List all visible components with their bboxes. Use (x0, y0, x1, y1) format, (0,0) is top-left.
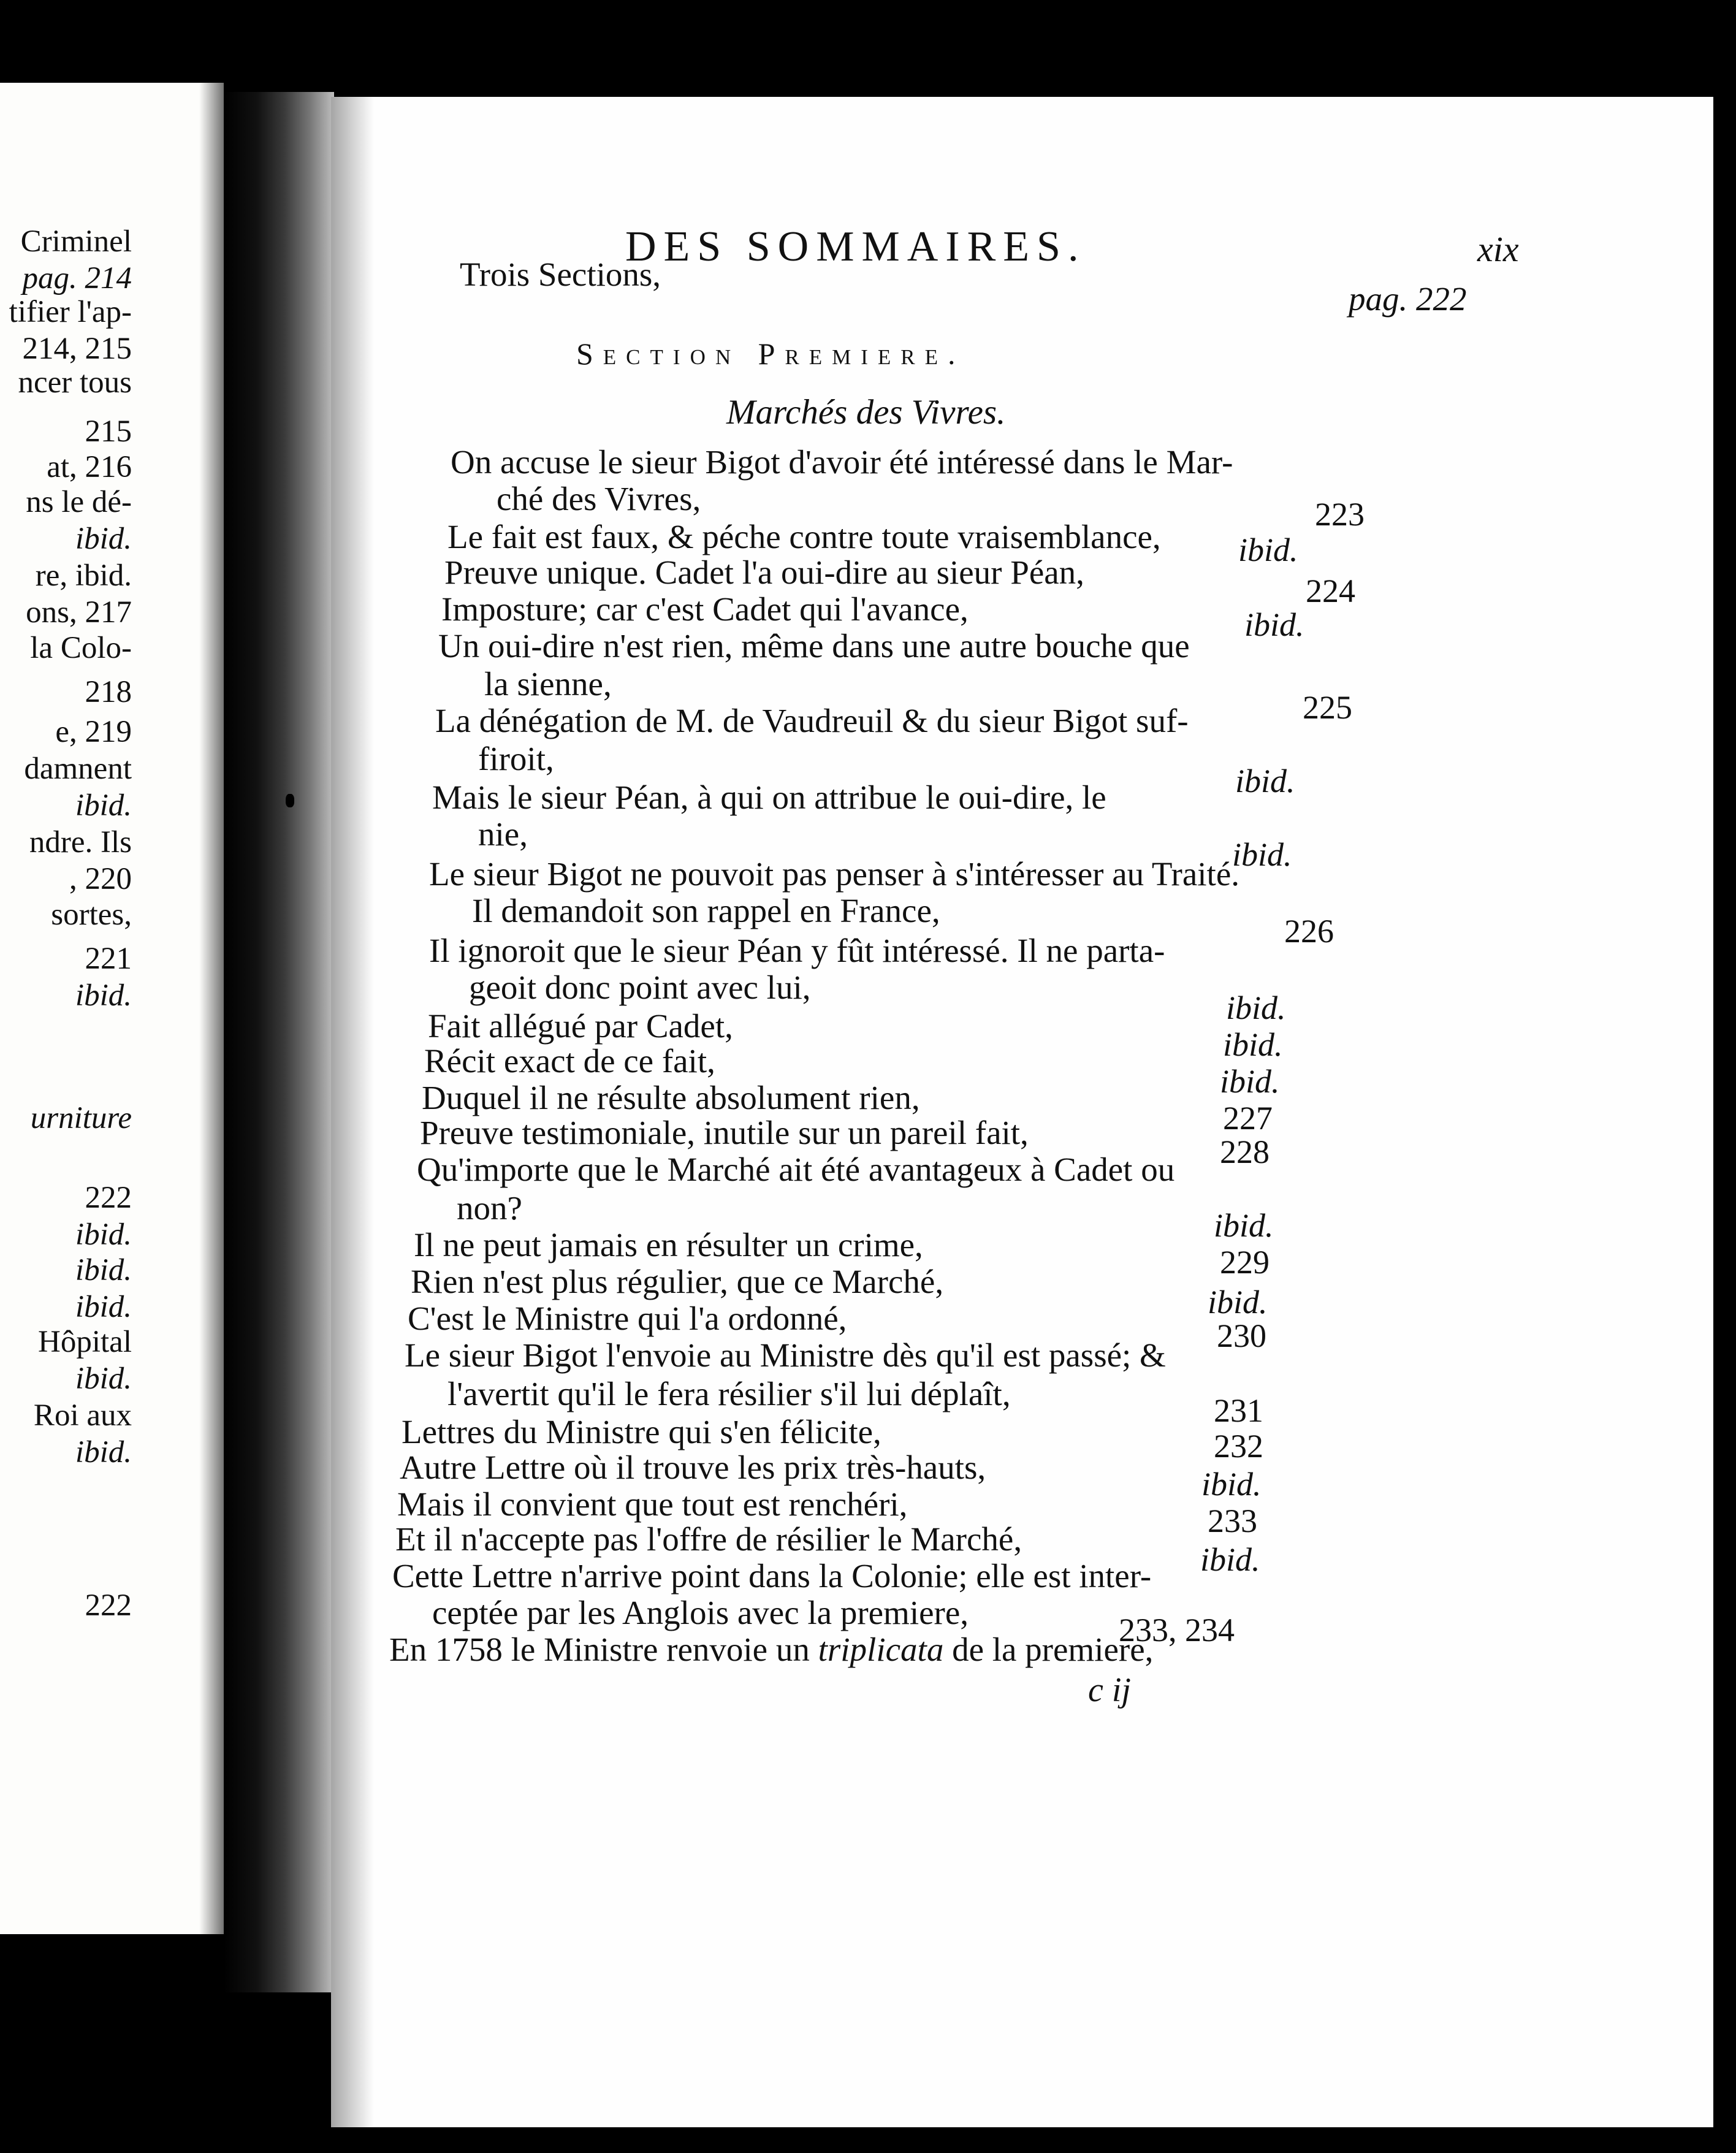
left-line: 221 (85, 942, 132, 976)
left-line: Criminel (20, 224, 132, 259)
entry-line: Le sieur Bigot l'envoie au Ministre dès qu'il est passé; & (405, 1336, 1166, 1374)
page-ref: ibid. (1223, 1026, 1283, 1063)
page-ref: ibid. (1201, 1466, 1262, 1503)
left-line: ibid. (75, 978, 132, 1013)
entry-line: La dénégation de M. de Vaudreuil & du sieur Bigot suf- (435, 702, 1189, 739)
left-line: , 220 (69, 862, 132, 896)
entry-line: Preuve unique. Cadet l'a oui-dire au sieur Péan, (444, 554, 1084, 591)
entry-line: Autre Lettre où il trouve les prix très-hauts, (400, 1449, 986, 1486)
page-ref: ibid. (1235, 763, 1295, 799)
entry-line: Il demandoit son rappel en France, (472, 892, 940, 929)
page-ref: 233 (1208, 1503, 1257, 1539)
left-line: ibid. (75, 1253, 132, 1287)
page-ref: 233, 234 (1119, 1612, 1235, 1648)
entry-line: ché des Vivres, (497, 480, 701, 517)
entry-line: Le fait est faux, & péche contre toute vraisemblance, (447, 518, 1161, 555)
page-ref: 224 (1306, 573, 1355, 609)
page-ref: 230 (1217, 1317, 1266, 1354)
entry-line: ceptée par les Anglois avec la premiere, (432, 1594, 969, 1631)
entry-line: Mais le sieur Péan, à qui on attribue le oui-dire, le (432, 779, 1106, 816)
page-ref: 229 (1220, 1244, 1270, 1281)
sub-heading: Marchés des Vivres. (726, 393, 1006, 432)
entry-line: l'avertit qu'il le fera résilier s'il lui déplaît, (447, 1375, 1011, 1412)
entry-text: En 1758 le Ministre renvoie un (389, 1631, 810, 1668)
intro-page-ref: pag. 222 (1349, 280, 1467, 318)
page-ref: 228 (1220, 1134, 1270, 1170)
page-ref: ibid. (1200, 1541, 1260, 1578)
left-line: sortes, (51, 897, 132, 932)
folio-number: xix (1477, 229, 1519, 269)
entry-line: C'est le Ministre qui l'a ordonné, (408, 1300, 847, 1337)
left-line: at, 216 (47, 450, 132, 484)
entry-line: Et il n'accepte pas l'offre de résilier le Marché, (395, 1520, 1022, 1558)
left-line: ndre. Ils (29, 825, 132, 859)
section-heading: Section Premiere. (576, 337, 965, 371)
entry-line: Mais il convient que tout est renchéri, (397, 1485, 908, 1523)
left-line: Hôpital (38, 1325, 132, 1359)
left-line: ibid. (75, 522, 132, 556)
left-line: urniture (30, 1101, 132, 1135)
left-line: la Colo- (30, 631, 132, 665)
left-line: ncer tous (18, 365, 132, 400)
left-line: ons, 217 (26, 595, 132, 630)
left-page-fragment (0, 83, 224, 1934)
page-ref: 232 (1214, 1428, 1263, 1465)
page-ref: 227 (1223, 1100, 1273, 1137)
left-line: ibid. (75, 1290, 132, 1324)
entry-line: Il ignoroit que le sieur Péan y fût intéressé. Il ne parta- (429, 932, 1165, 969)
book-binding-gutter (224, 92, 334, 1992)
entry-italic-word: triplicata (818, 1631, 944, 1668)
page-ref: ibid. (1232, 836, 1292, 873)
right-page (331, 97, 1713, 2127)
entry-line: Récit exact de ce fait, (424, 1042, 715, 1080)
page-ref: 223 (1315, 496, 1365, 533)
left-line: tifier l'ap- (9, 295, 132, 329)
page-ref: 226 (1284, 913, 1334, 950)
intro-text: Trois Sections, (460, 256, 661, 293)
entry-line: Lettres du Ministre qui s'en félicite, (402, 1413, 881, 1450)
entry-line: Le sieur Bigot ne pouvoit pas penser à s'intéresser au Traité. (429, 855, 1239, 893)
entry-line: non? (457, 1189, 522, 1227)
left-line: e, 219 (55, 715, 132, 749)
entry-line: Il ne peut jamais en résulter un crime, (414, 1226, 923, 1263)
entry-line: geoit donc point avec lui, (469, 969, 811, 1006)
left-line: 215 (85, 414, 132, 449)
left-line: 222 (85, 1588, 132, 1623)
signature-mark: c ij (1088, 1671, 1131, 1709)
page-ref: 225 (1303, 689, 1352, 726)
entry-line: Imposture; car c'est Cadet qui l'avance, (441, 590, 969, 628)
entry-line (389, 1633, 1153, 1666)
entry-line: Rien n'est plus régulier, que ce Marché, (411, 1263, 944, 1300)
left-line: ibid. (75, 1362, 132, 1396)
entry-line: Duquel il ne résulte absolument rien, (422, 1079, 920, 1116)
left-line: ibid. (75, 1435, 132, 1469)
left-line: ibid. (75, 1217, 132, 1252)
left-line: damnent (24, 752, 132, 786)
page-ref: ibid. (1226, 989, 1286, 1026)
entry-line: On accuse le sieur Bigot d'avoir été intéressé dans le Mar- (451, 443, 1233, 481)
left-line: ns le dé- (26, 485, 132, 519)
binding-mark (286, 794, 294, 807)
left-line: re, ibid. (35, 558, 132, 593)
page-ref: ibid. (1244, 606, 1304, 643)
page-curl-shadow (331, 97, 374, 2127)
entry-text: de la premiere, (952, 1631, 1154, 1668)
page-ref: ibid. (1220, 1063, 1280, 1100)
left-line: 222 (85, 1181, 132, 1215)
entry-line: Fait allégué par Cadet, (428, 1007, 733, 1045)
entry-line: Qu'importe que le Marché ait été avantageux à Cadet ou (417, 1151, 1175, 1188)
entry-line: nie, (478, 815, 528, 853)
entry-line: Cette Lettre n'arrive point dans la Colonie; elle est inter- (392, 1557, 1152, 1595)
entry-line: la sienne, (484, 665, 612, 703)
left-line: 218 (85, 675, 132, 709)
entry-line: firoit, (478, 740, 554, 777)
page-ref: ibid. (1238, 532, 1298, 568)
page-ref: ibid. (1208, 1284, 1268, 1320)
running-title: DES SOMMAIRES. (625, 223, 1086, 270)
left-line: ibid. (75, 788, 132, 823)
left-line: Roi aux (33, 1398, 132, 1433)
left-page-shadow (199, 83, 224, 1934)
left-line: pag. 214 (22, 261, 132, 295)
entry-line: Preuve testimoniale, inutile sur un pareil fait, (420, 1114, 1029, 1151)
entry-line: Un oui-dire n'est rien, même dans une autre bouche que (438, 627, 1190, 665)
page-ref: ibid. (1214, 1207, 1274, 1244)
left-line: 214, 215 (22, 332, 132, 366)
page-ref: 231 (1214, 1392, 1263, 1429)
